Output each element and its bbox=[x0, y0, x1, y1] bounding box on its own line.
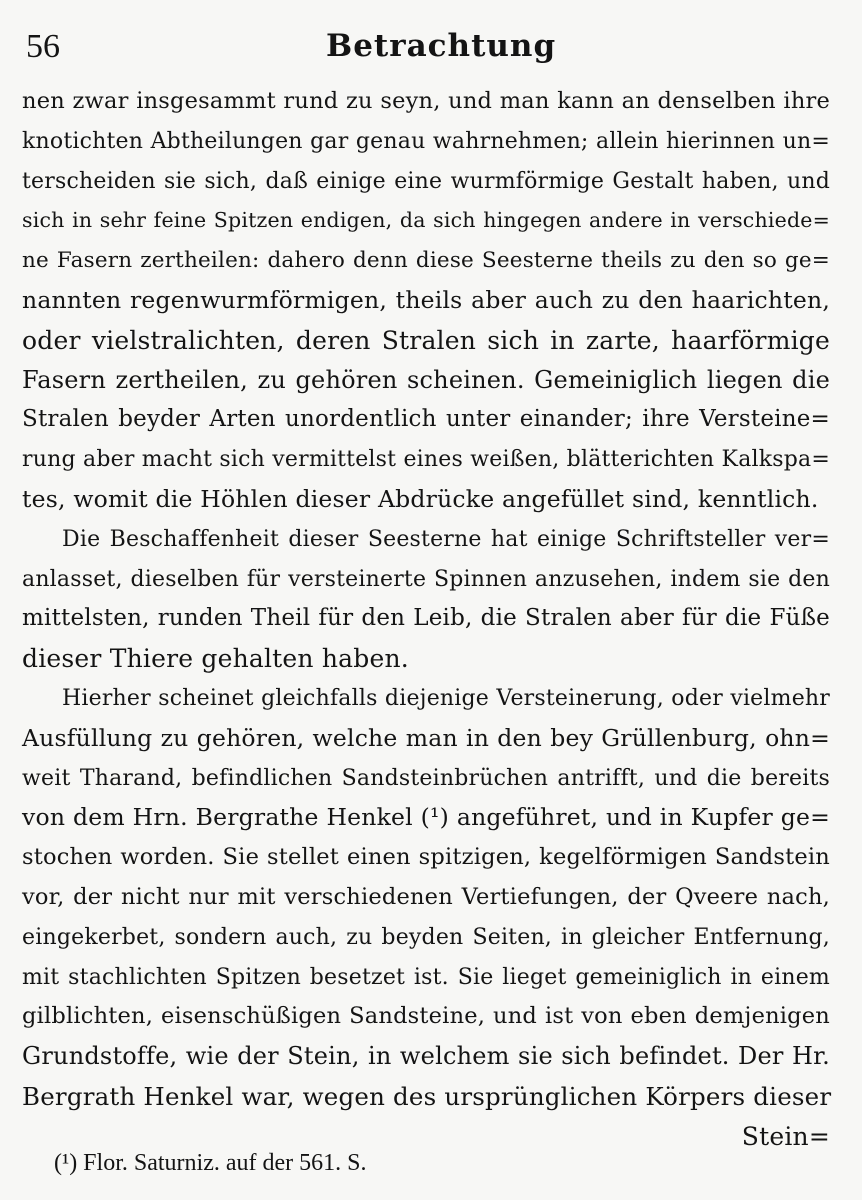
paragraph-1 bbox=[22, 82, 830, 520]
text-line: terscheiden sie sich, daß einige eine wurmförmige Gestalt haben, und bbox=[22, 168, 830, 194]
text-line: Die Beschaffenheit dieser Seesterne hat einige Schriftsteller ver= bbox=[62, 526, 830, 552]
text-line: sich in sehr feine Spitzen endigen, da sich hingegen andere in verschiede= bbox=[22, 208, 830, 233]
catchword: Stein= bbox=[741, 1121, 830, 1151]
text-line: mit stachlichten Spitzen besetzet ist. Sie lieget gemeiniglich in einem bbox=[22, 964, 830, 990]
text-line: Hierher scheinet gleichfalls diejenige Versteinerung, oder vielmehr bbox=[62, 685, 830, 711]
text-line: dieser Thiere gehalten haben. bbox=[22, 644, 409, 674]
text-line: weit Tharand, befindlichen Sandsteinbrüchen antrifft, und die bereits bbox=[22, 765, 830, 791]
running-head: Betrachtung bbox=[326, 28, 557, 64]
text-line: Stralen beyder Arten unordentlich unter einander; ihre Versteine= bbox=[22, 406, 830, 433]
text-line: Grundstoffe, wie der Stein, in welchem sie sich befindet. Der Hr. bbox=[22, 1042, 830, 1071]
footnote: (¹) Flor. Saturniz. auf der 561. S. bbox=[54, 1150, 367, 1176]
text-line: rung aber macht sich vermittelst eines weißen, blätterichten Kalkspa= bbox=[22, 447, 830, 473]
text-line: tes, womit die Höhlen dieser Abdrücke angefüllet sind, kenntlich. bbox=[22, 484, 819, 513]
text-line: gilblichten, eisenschüßigen Sandsteine, und ist von eben demjenigen bbox=[22, 1003, 830, 1030]
text-line: stochen worden. Sie stellet einen spitzigen, kegelförmigen Sandstein bbox=[22, 844, 830, 871]
text-line: Fasern zertheilen, zu gehören scheinen. Gemeiniglich liegen die bbox=[22, 365, 830, 394]
text-line: eingekerbet, sondern auch, zu beyden Seiten, in gleicher Entfernung, bbox=[22, 924, 830, 950]
text-line: ne Fasern zertheilen: dahero denn diese Seesterne theils zu den so ge= bbox=[22, 248, 830, 274]
body-text bbox=[22, 82, 830, 1157]
text-line: anlasset, dieselben für versteinerte Spinnen anzusehen, indem sie den bbox=[22, 566, 830, 592]
page-number: 56 bbox=[26, 28, 60, 65]
text-line: nen zwar insgesammt rund zu seyn, und man kann an denselben ihre bbox=[22, 88, 830, 114]
text-line: mittelsten, runden Theil für den Leib, die Stralen aber für die Füße bbox=[22, 605, 830, 632]
text-line: von dem Hrn. Bergrathe Henkel (¹) angeführet, und in Kupfer ge= bbox=[22, 803, 830, 832]
text-line: oder vielstralichten, deren Stralen sich in zarte, haarförmige bbox=[22, 325, 830, 355]
text-line: Bergrath Henkel war, wegen des ursprünglichen Körpers dieser bbox=[22, 1081, 832, 1111]
text-line: knotichten Abtheilungen gar genau wahrnehmen; allein hierinnen un= bbox=[22, 128, 830, 154]
paragraph-3 bbox=[22, 679, 830, 1117]
text-line: vor, der nicht nur mit verschiedenen Vertiefungen, der Qveere nach, bbox=[22, 883, 830, 910]
text-line: nannten regenwurmförmigen, theils aber auch zu den haarichten, bbox=[22, 285, 830, 314]
text-line: Ausfüllung zu gehören, welche man in den bey Grüllenburg, ohn= bbox=[22, 723, 830, 752]
page-header bbox=[26, 22, 822, 72]
paragraph-2 bbox=[22, 520, 830, 679]
